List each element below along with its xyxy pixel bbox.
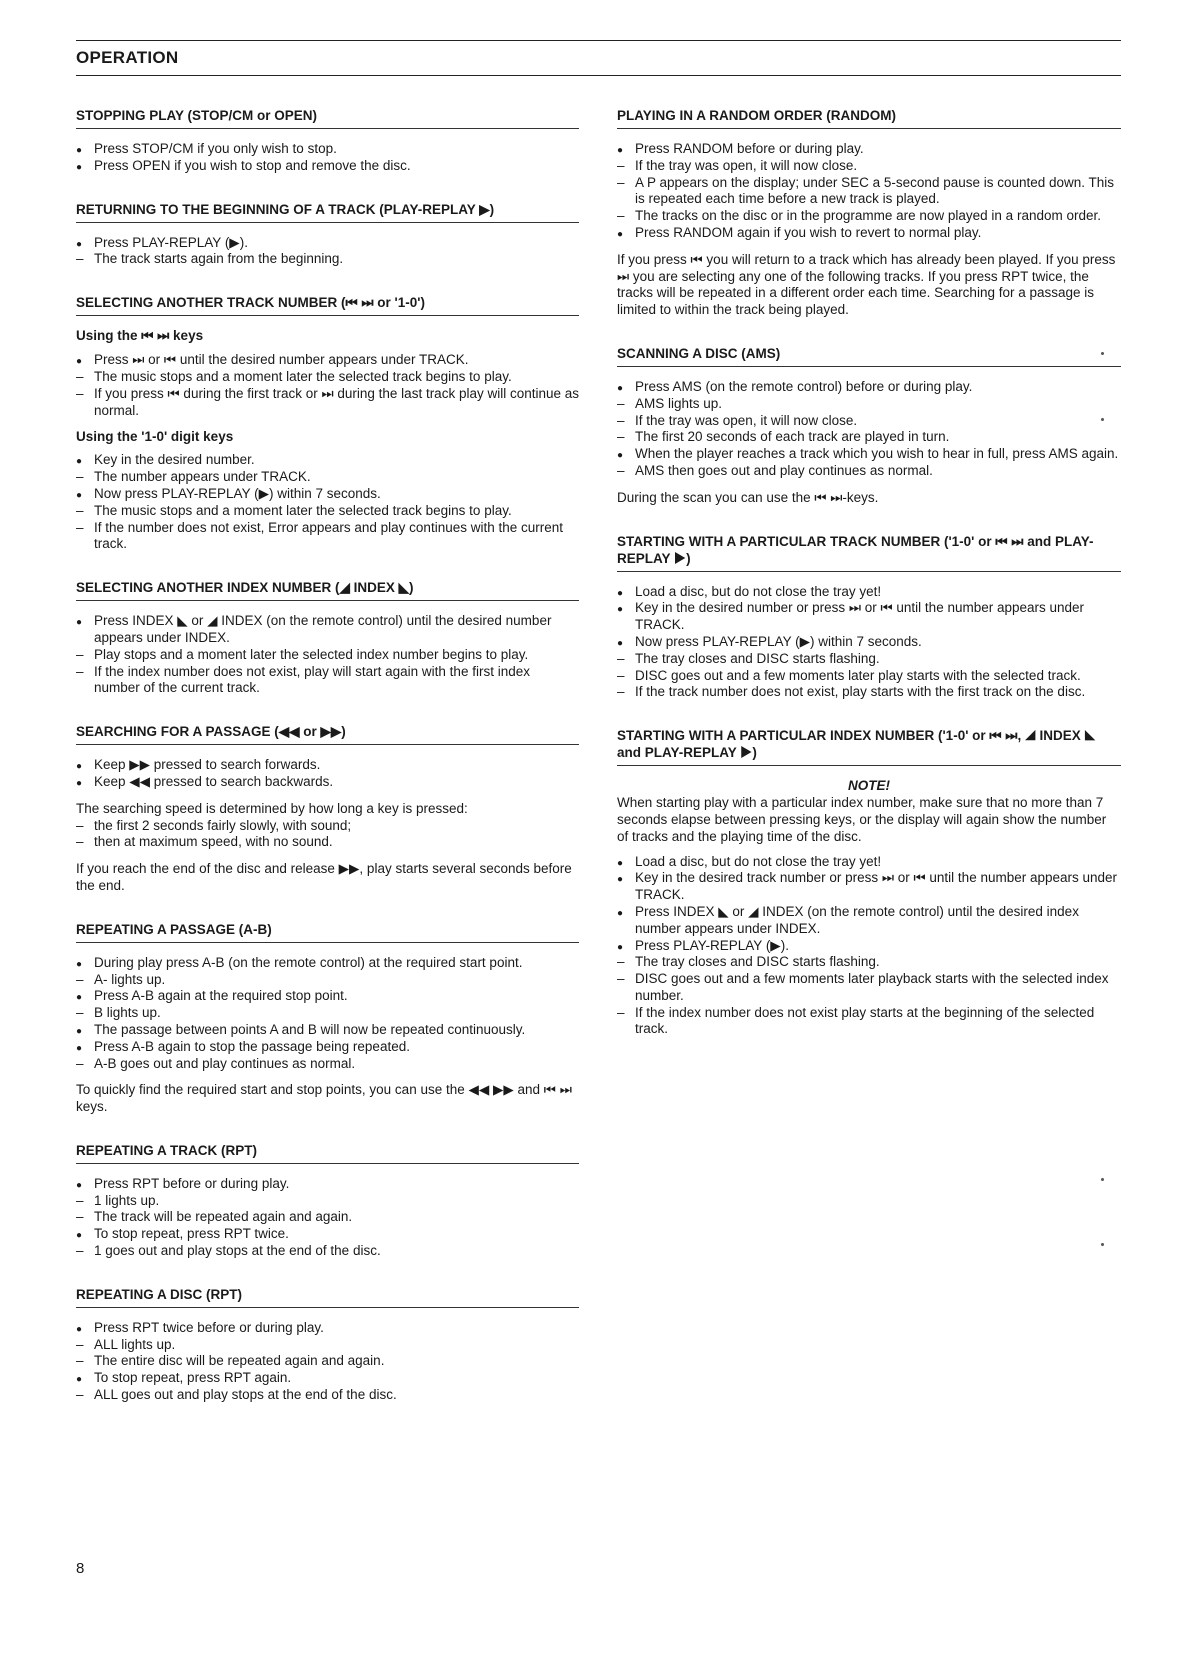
section: [76, 723, 579, 895]
item-text: DISC goes out and a few moments later playback starts with the selected index number.: [635, 971, 1109, 1003]
item-text: the first 2 seconds fairly slowly, with sound;: [94, 817, 352, 833]
dash-marker: [617, 954, 631, 971]
section: [76, 1142, 579, 1260]
dash-item: [76, 664, 579, 698]
section-title: SEARCHING FOR A PASSAGE (◀◀ or ▶▶): [76, 723, 579, 745]
dash-item: [617, 651, 1121, 668]
section: [76, 201, 579, 269]
dash-item: [76, 1209, 579, 1226]
section: [617, 727, 1121, 1038]
dash-marker: [76, 1337, 90, 1354]
instruction-list: [76, 452, 579, 553]
item-text: If the tray was open, it will now close.: [635, 157, 858, 173]
scan-speck: [1101, 1178, 1104, 1181]
page-number: 8: [76, 1560, 85, 1577]
bullet-item: [617, 870, 1121, 904]
dash-marker: [76, 818, 90, 835]
section: [76, 921, 579, 1116]
section: [617, 533, 1121, 702]
bullet-item: [76, 1039, 579, 1056]
bullet-item: [617, 938, 1121, 955]
instruction-list: [76, 613, 579, 697]
dash-marker: [76, 1056, 90, 1073]
item-text: DISC goes out and a few moments later play starts with the selected track.: [635, 667, 1081, 683]
section: [76, 294, 579, 553]
item-text: Press STOP/CM if you only wish to stop.: [94, 141, 337, 156]
section-title: PLAYING IN A RANDOM ORDER (RANDOM): [617, 107, 1121, 129]
page-header: [76, 40, 1121, 76]
item-text: Key in the desired number.: [94, 452, 255, 468]
dash-item: [76, 386, 579, 420]
item-text: B lights up.: [94, 1005, 161, 1021]
section-title: SELECTING ANOTHER INDEX NUMBER (◢ INDEX ◣): [76, 579, 579, 601]
bullet-marker: [617, 600, 631, 619]
item-text: Keep ▶▶ pressed to search forwards.: [94, 757, 321, 773]
item-text: Press OPEN if you wish to stop and remove the disc.: [94, 157, 411, 173]
dash-item: [76, 469, 579, 486]
item-text: Now press PLAY-REPLAY (▶) within 7 seconds.: [635, 633, 922, 649]
item-text: Press PLAY-REPLAY (▶).: [635, 937, 789, 953]
dash-item: [617, 1005, 1121, 1039]
item-text: Press RANDOM again if you wish to revert to normal play.: [635, 224, 982, 240]
bullet-item: [76, 1370, 579, 1387]
dash-marker: [617, 429, 631, 446]
bullet-item: [617, 584, 1121, 601]
item-text: Load a disc, but do not close the tray yet!: [635, 853, 882, 869]
paragraph: The searching speed is determined by how long a key is pressed:: [76, 800, 468, 816]
instruction-list: [76, 1320, 579, 1404]
dash-item: [617, 396, 1121, 413]
dash-marker: [617, 651, 631, 668]
bullet-item: [76, 352, 579, 369]
instruction-list: [76, 955, 579, 1073]
dash-marker: [76, 469, 90, 486]
dash-item: [76, 1056, 579, 1073]
bullet-item: [76, 141, 579, 158]
item-text: A- lights up.: [94, 971, 166, 987]
bullet-marker: [76, 774, 90, 793]
left-column: [76, 107, 579, 1430]
item-text: Load a disc, but do not close the tray yet!: [635, 583, 882, 599]
dash-marker: [617, 1005, 631, 1022]
item-text: Press A-B again to stop the passage being repeated.: [94, 1038, 410, 1054]
dash-item: [617, 413, 1121, 430]
item-text: Press AMS (on the remote control) before or during play.: [635, 378, 973, 394]
instruction-list: [76, 235, 579, 269]
right-column: [617, 107, 1121, 1064]
bullet-item: [617, 854, 1121, 871]
dash-item: [76, 503, 579, 520]
bullet-item: [76, 988, 579, 1005]
bullet-item: [76, 757, 579, 774]
section-title: STOPPING PLAY (STOP/CM or OPEN): [76, 107, 579, 129]
section: [617, 345, 1121, 507]
bullet-item: [76, 452, 579, 469]
item-text: Press RPT before or during play.: [94, 1175, 290, 1191]
item-text: Key in the desired track number or press ⏭ or ⏮ until the number appears under TRACK.: [635, 870, 1118, 903]
section: [617, 107, 1121, 319]
dash-marker: [617, 208, 631, 225]
subsection-title: Using the ⏮ ⏭ keys: [76, 328, 204, 344]
bullet-item: [76, 158, 579, 175]
item-text: The music stops and a moment later the selected track begins to play.: [94, 502, 512, 518]
item-text: The track starts again from the beginning.: [94, 251, 344, 267]
item-text: If the tray was open, it will now close.: [635, 412, 858, 428]
instruction-list: [76, 141, 579, 175]
section-title: STARTING WITH A PARTICULAR INDEX NUMBER ('1-0' or ⏮ ⏭, ◢ INDEX ◣ and PLAY-REPLAY ▶): [617, 727, 1121, 766]
dash-marker: [76, 972, 90, 989]
item-text: If the index number does not exist, play will start again with the first index number of the current track.: [94, 663, 530, 696]
bullet-item: [617, 379, 1121, 396]
dash-item: [617, 668, 1121, 685]
dash-marker: [617, 971, 631, 988]
item-text: The track will be repeated again and again.: [94, 1209, 353, 1225]
page-title: OPERATION: [76, 48, 179, 67]
item-text: The tray closes and DISC starts flashing.: [635, 650, 880, 666]
bullet-item: [76, 955, 579, 972]
dash-item: [76, 834, 579, 851]
dash-marker: [76, 503, 90, 520]
item-text: The tray closes and DISC starts flashing.: [635, 954, 880, 970]
bullet-item: [617, 634, 1121, 651]
instruction-list: [617, 379, 1121, 480]
dash-item: [617, 463, 1121, 480]
dash-marker: [617, 668, 631, 685]
bullet-marker: [617, 904, 631, 923]
section: [76, 579, 579, 697]
instruction-list: [617, 854, 1121, 1039]
item-text: When the player reaches a track which you wish to hear in full, press AMS again.: [635, 446, 1119, 462]
item-text: ALL goes out and play stops at the end of the disc.: [94, 1387, 397, 1403]
bullet-item: [76, 235, 579, 252]
item-text: Press A-B again at the required stop point.: [94, 988, 348, 1004]
dash-marker: [617, 175, 631, 192]
dash-marker: [76, 1193, 90, 1210]
bullet-item: [76, 486, 579, 503]
dash-marker: [76, 369, 90, 386]
scan-speck: [1101, 352, 1104, 355]
item-text: If the index number does not exist play starts at the beginning of the selected track.: [635, 1004, 1095, 1037]
item-text: Play stops and a moment later the selected index number begins to play.: [94, 646, 529, 662]
dash-item: [76, 1005, 579, 1022]
dash-marker: [76, 1353, 90, 1370]
dash-marker: [617, 158, 631, 175]
item-text: Press INDEX ◣ or ◢ INDEX (on the remote control) until the desired index number appears under INDEX.: [635, 903, 1079, 936]
item-text: The first 20 seconds of each track are played in turn.: [635, 429, 950, 445]
section-title: REPEATING A DISC (RPT): [76, 1286, 579, 1308]
bullet-item: [617, 446, 1121, 463]
dash-marker: [617, 413, 631, 430]
scan-speck: [1101, 418, 1104, 421]
instruction-list: [76, 352, 579, 419]
dash-marker: [76, 1243, 90, 1260]
dash-item: [76, 369, 579, 386]
item-text: The passage between points A and B will now be repeated continuously.: [94, 1021, 526, 1037]
item-text: The music stops and a moment later the selected track begins to play.: [94, 368, 512, 384]
dash-item: [76, 1353, 579, 1370]
instruction-list: [617, 584, 1121, 702]
dash-item: [76, 1243, 579, 1260]
bullet-marker: [617, 225, 631, 244]
scan-speck: [1101, 1243, 1104, 1246]
item-text: 1 lights up.: [94, 1192, 160, 1208]
section: [76, 1286, 579, 1404]
paragraph: If you press ⏮ you will return to a track which has already been played. If you press ⏭ you are selecting any one of the following tracks. If you press RPT twice, the tracks will be repeated in a different order each time. Searching for a passage is limited to within the track being played.: [617, 251, 1116, 318]
dash-item: [76, 1337, 579, 1354]
dash-marker: [76, 834, 90, 851]
item-text: If you press ⏮ during the first track or ⏭ during the last track play will continue as normal.: [94, 385, 580, 418]
instruction-list: [76, 757, 579, 791]
dash-item: [617, 429, 1121, 446]
section-title: REPEATING A TRACK (RPT): [76, 1142, 579, 1164]
dash-item: [617, 175, 1121, 209]
dash-marker: [76, 1209, 90, 1226]
dash-item: [617, 971, 1121, 1005]
bullet-item: [76, 1226, 579, 1243]
bullet-item: [617, 904, 1121, 938]
bullet-item: [617, 600, 1121, 634]
dash-marker: [617, 684, 631, 701]
bullet-item: [76, 1176, 579, 1193]
dash-marker: [76, 520, 90, 537]
dash-marker: [76, 386, 90, 403]
item-text: Now press PLAY-REPLAY (▶) within 7 seconds.: [94, 485, 381, 501]
bullet-item: [76, 1022, 579, 1039]
dash-marker: [76, 1387, 90, 1404]
paragraph: If you reach the end of the disc and release ▶▶, play starts several seconds before the end.: [76, 861, 572, 893]
dash-item: [76, 972, 579, 989]
dash-marker: [76, 251, 90, 268]
item-text: The number appears under TRACK.: [94, 469, 311, 485]
subsection-title: Using the '1-0' digit keys: [76, 429, 234, 445]
item-text: Press ⏭ or ⏮ until the desired number appears under TRACK.: [94, 352, 469, 368]
item-text: If the number does not exist, Error appears and play continues with the current track.: [94, 519, 564, 552]
item-text: 1 goes out and play stops at the end of the disc.: [94, 1243, 381, 1259]
item-text: then at maximum speed, with no sound.: [94, 834, 333, 850]
item-text: Press INDEX ◣ or ◢ INDEX (on the remote control) until the desired number appears under INDEX.: [94, 613, 552, 645]
item-text: To stop repeat, press RPT again.: [94, 1370, 292, 1386]
item-text: A P appears on the display; under SEC a 5-second pause is counted down. This is repeated each time before a new track is played.: [635, 174, 1115, 207]
bullet-marker: [76, 613, 90, 632]
item-text: AMS lights up.: [635, 395, 723, 411]
bullet-marker: [76, 158, 90, 177]
item-text: AMS then goes out and play continues as normal.: [635, 462, 933, 478]
dash-item: [76, 520, 579, 554]
bullet-item: [76, 774, 579, 791]
item-text: A-B goes out and play continues as normal.: [94, 1055, 356, 1071]
dash-item: [617, 954, 1121, 971]
instruction-list: [617, 141, 1121, 242]
item-text: The tracks on the disc or in the programme are now played in a random order.: [635, 208, 1101, 224]
dash-item: [76, 647, 579, 664]
dash-item: [76, 251, 579, 268]
dash-item: [617, 208, 1121, 225]
dash-item: [617, 684, 1121, 701]
item-text: If the track number does not exist, play starts with the first track on the disc.: [635, 684, 1086, 700]
item-text: Press RPT twice before or during play.: [94, 1319, 324, 1335]
item-text: To stop repeat, press RPT twice.: [94, 1226, 289, 1242]
dash-marker: [76, 647, 90, 664]
note-text: When starting play with a particular index number, make sure that no more than 7 seconds elapse between pressing keys, or the display will again show the number of tracks and the playing time of the disc.: [617, 795, 1107, 844]
section: [76, 107, 579, 175]
bullet-item: [617, 141, 1121, 158]
section-title: SCANNING A DISC (AMS): [617, 345, 1121, 367]
item-text: Keep ◀◀ pressed to search backwards.: [94, 773, 334, 789]
item-text: Key in the desired number or press ⏭ or ⏮ until the number appears under TRACK.: [635, 600, 1085, 633]
bullet-item: [76, 1320, 579, 1337]
paragraph: To quickly find the required start and stop points, you can use the ◀◀ ▶▶ and ⏮ ⏭ keys.: [76, 1082, 572, 1115]
dash-marker: [76, 664, 90, 681]
item-text: Press PLAY-REPLAY (▶).: [94, 234, 248, 250]
dash-item: [76, 818, 579, 835]
section-title: RETURNING TO THE BEGINNING OF A TRACK (PLAY-REPLAY ▶): [76, 201, 579, 223]
bullet-marker: [617, 870, 631, 889]
bullet-item: [617, 225, 1121, 242]
section-title: SELECTING ANOTHER TRACK NUMBER (⏮ ⏭ or '1-0'): [76, 294, 579, 316]
paragraph: During the scan you can use the ⏮ ⏭-keys.: [617, 489, 879, 505]
item-text: Press RANDOM before or during play.: [635, 141, 864, 156]
item-text: ALL lights up.: [94, 1336, 176, 1352]
item-text: During play press A-B (on the remote control) at the required start point.: [94, 954, 523, 970]
dash-marker: [617, 396, 631, 413]
note-title: NOTE!: [848, 778, 890, 794]
dash-marker: [617, 463, 631, 480]
section-title: REPEATING A PASSAGE (A-B): [76, 921, 579, 943]
dash-item: [76, 1387, 579, 1404]
item-text: The entire disc will be repeated again and again.: [94, 1353, 385, 1369]
section-title: STARTING WITH A PARTICULAR TRACK NUMBER ('1-0' or ⏮ ⏭ and PLAY-REPLAY ▶): [617, 533, 1121, 572]
instruction-list: [76, 1176, 579, 1260]
bullet-item: [76, 613, 579, 647]
dash-item: [617, 158, 1121, 175]
dash-marker: [76, 1005, 90, 1022]
instruction-list: [76, 818, 579, 852]
dash-item: [76, 1193, 579, 1210]
